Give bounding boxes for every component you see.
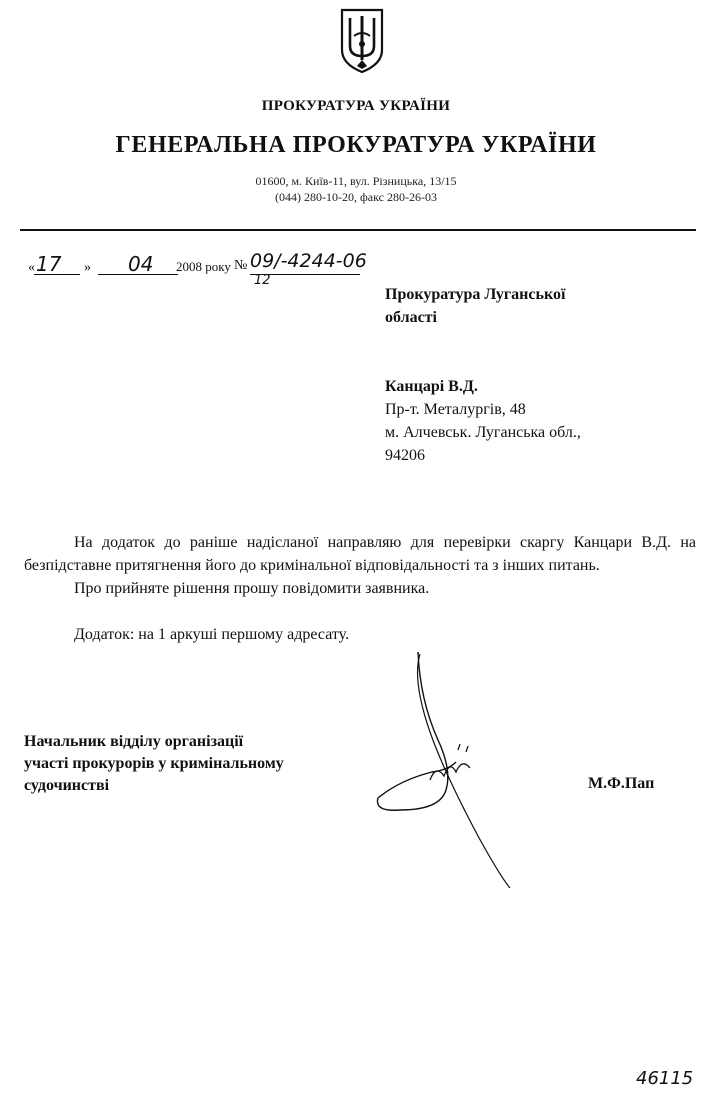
recipient1-line2: області <box>385 309 437 326</box>
organization-line-1: ПРОКУРАТУРА УКРАЇНИ <box>261 98 451 114</box>
recipients-block <box>385 283 705 467</box>
registration-day: 17 <box>36 252 62 276</box>
signature-title-line1: Начальник відділу організації <box>24 733 244 750</box>
address-line-1: 01600, м. Київ-11, вул. Різницька, 13/15 <box>255 174 457 188</box>
recipient2-address-line3: 94206 <box>385 447 425 464</box>
signature-title-line2: участі прокурорів у кримінальному <box>24 755 284 772</box>
body-paragraph-1: На додаток до раніше надісланої направляю для перевірки скаргу Канцари В.Д. на безпідставне притягнення його до кримінальної відповідальності та з інших питань. <box>24 534 696 574</box>
address-line-2: (044) 280-10-20, факс 280-26-03 <box>275 190 437 204</box>
signer-name: М.Ф.Пап <box>588 775 655 792</box>
trident-emblem-icon <box>338 6 386 74</box>
recipient2-name: Канцарі В.Д. <box>385 378 478 395</box>
registration-line: « 17 » 04 2008 року № 09/-4244-06 12 <box>28 250 367 288</box>
letter-body <box>24 531 696 646</box>
recipient1-line1: Прокуратура Луганської <box>385 286 566 303</box>
body-paragraph-2: Про прийняте рішення прошу повідомити заявника. <box>74 580 430 597</box>
page-mark: 46115 <box>636 1068 694 1089</box>
signature-title <box>24 731 354 797</box>
header-divider <box>20 229 696 231</box>
registration-number: 09/-4244-06 <box>250 250 367 272</box>
registration-month: 04 <box>128 252 154 276</box>
handwritten-signature <box>360 640 540 900</box>
signature-title-line3: судочинстві <box>24 777 110 794</box>
recipient2-address-line1: Пр-т. Металургів, 48 <box>385 401 526 418</box>
registration-year: 2008 року <box>176 259 231 274</box>
attachment-note: Додаток: на 1 аркуші першому адресату. <box>74 626 350 643</box>
registration-number-prefix: № <box>234 258 248 273</box>
registration-number-sub: 12 <box>254 273 271 288</box>
recipient2-address-line2: м. Алчевськ. Луганська обл., <box>385 424 581 441</box>
organization-line-2: ГЕНЕРАЛЬНА ПРОКУРАТУРА УКРАЇНИ <box>115 132 597 158</box>
